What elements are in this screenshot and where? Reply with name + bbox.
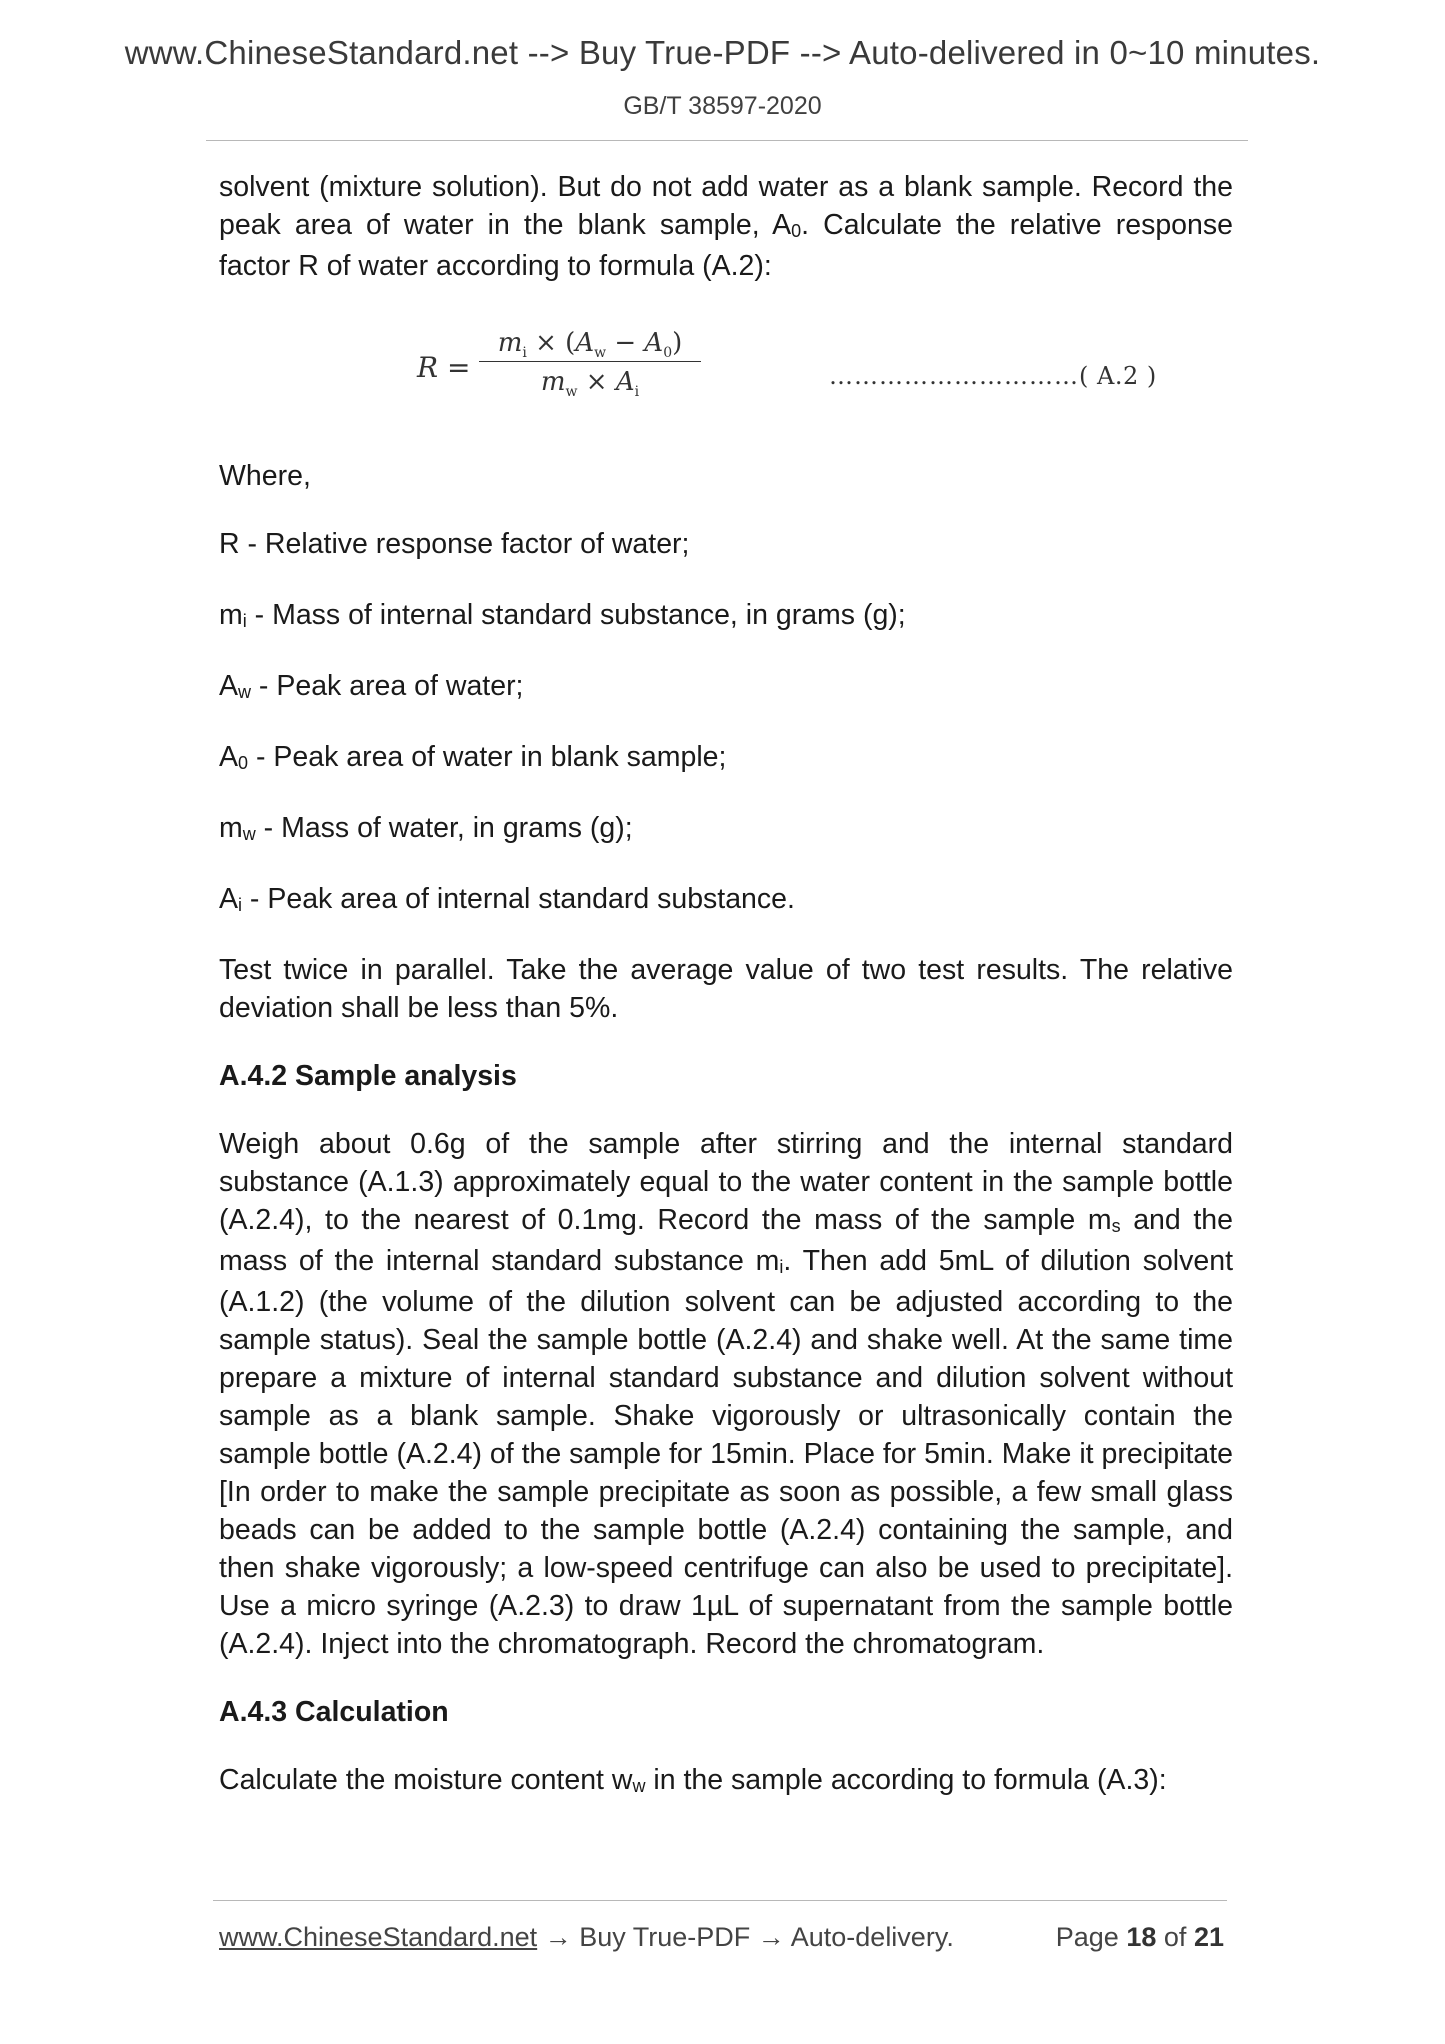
formula-fraction <box>479 325 701 401</box>
formula-number: …………………………( A.2 ) <box>829 362 1157 390</box>
footer-site-link[interactable]: www.ChineseStandard.net <box>219 1922 538 1952</box>
formula-denominator: $m_w \times A_i$ <box>540 367 640 401</box>
definition-item: $m_i$ - Mass of internal standard substance, in grams (g); <box>219 599 906 631</box>
current-page: 18 <box>1126 1922 1157 1952</box>
footer-promo-text: → Buy True-PDF → Auto-delivery. <box>537 1922 954 1952</box>
section-heading-a42: A.4.2 Sample analysis <box>219 1060 517 1092</box>
footer-divider <box>213 1900 1227 1901</box>
definition-item: $A_0$ - Peak area of water in blank sample; <box>219 741 727 773</box>
formula-a2-block <box>219 285 1233 457</box>
header-divider <box>206 140 1248 141</box>
site-banner[interactable]: www.ChineseStandard.net --> Buy True-PDF --> Auto-delivered in 0~10 minutes. <box>124 34 1321 71</box>
paragraph-calculation: Calculate the moisture content $w_w$ in the sample according to formula (A.3): <box>219 1764 1167 1796</box>
footer-promo <box>219 1922 954 1953</box>
definition-item: R - Relative response factor of water; <box>219 528 690 560</box>
page-indicator: Page 18 of 21 <box>1055 1922 1224 1952</box>
paragraph-sample-analysis: Weigh about 0.6g of the sample after stirring and the internal standard substance (A.1.3) approximately equal to the water content in the sample bottle (A.2.4), to the nearest of 0.1mg. Record the mass of the sample $m_s$ and the mass of the internal standard substance $m_i$. Then add 5mL of dilution solvent (A.1.2) (the volume of the dilution solvent can be adjusted according to the sample status). Seal the sample bottle (A.2.4) and shake well. At the same time prepare a mixture of internal standard substance and dilution solvent without sample as a blank sample. Shake vigorously or ultrasonically contain the sample bottle (A.2.4) of the sample for 15min. Place for 5min. Make it precipitate [In order to make the sample precipitate as soon as possible, a few small glass beads can be added to the sample bottle (A.2.4) containing the sample, and then shake vigorously; a low-speed centrifuge can also be used to precipitate]. Use a micro syringe (A.2.3) to draw 1µL of supernatant from the sample bottle (A.2.4). Inject into the chromatograph. Record the chromatogram. <box>219 1128 1233 1660</box>
definition-item: $A_i$ - Peak area of internal standard substance. <box>219 883 795 915</box>
standard-code: GB/T 38597-2020 <box>623 92 822 120</box>
paragraph-blank-sample: solvent (mixture solution). But do not add water as a blank sample. Record the peak area of water in the blank sample, $A_0$. Calculate the relative response factor R of water according to formula (A.2): <box>219 171 1233 282</box>
formula-lhs: R = <box>417 351 471 384</box>
formula-numerator: $m_i \times (A_w - A_0)$ <box>497 328 683 362</box>
section-heading-a43: A.4.3 Calculation <box>219 1696 449 1728</box>
test-note: Test twice in parallel. Take the average value of two test results. The relative deviation shall be less than 5%. <box>219 954 1233 1024</box>
definition-item: $m_w$ - Mass of water, in grams (g); <box>219 812 633 844</box>
definition-item: $A_w$ - Peak area of water; <box>219 670 524 702</box>
definition-list <box>219 525 1233 921</box>
where-label: Where, <box>219 460 311 492</box>
page-content <box>219 168 1233 1802</box>
total-pages: 21 <box>1193 1922 1224 1952</box>
